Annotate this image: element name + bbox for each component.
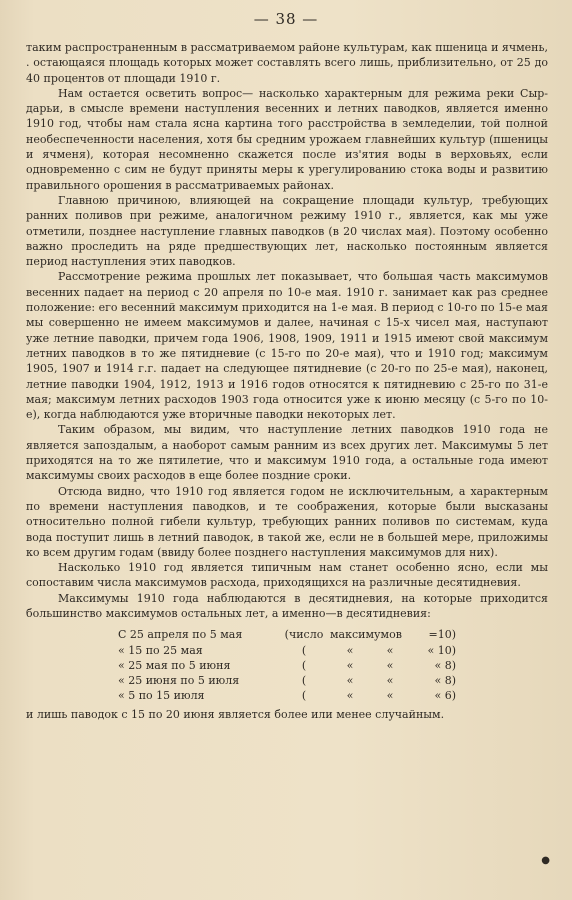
table-cell: « [386,674,394,688]
table-cell: « 25 июня по 5 июля [118,674,240,688]
table-row [118,627,548,642]
paragraph: Рассмотрение режима прошлых лет показывает, что большая часть максимумов весенних падает на период с 20 апреля по 10-е мая. 1910 г. занимает как раз среднее положение: его весенний максимум приходится на 1-е мая. В период с 10-го по 15-е мая мы совершенно не имеем максимумов и далее, начиная с 15-х чисел мая, наступают уже летние паводки, причем года 1906, 1908, 1909, 1911 и 1915 имеют свой максимум летних паводков в то же пятидневие (с 15-го по 20-е мая), что и 1910 год; максимум 1905, 1907 и 1914 г.г. падает на следующее пятидневие (с 20-го по 25-е мая), наконец, летние паводки 1904, 1912, 1913 и 1916 годов относятся к пятидневию с 25-го по 31-е мая; максимум летних расходов 1903 года относится уже к июню месяцу (с 5-го по 10-е), когда наблюдаются уже вторичные паводки некоторых лет. [26,270,548,422]
table-row [118,688,548,703]
table-cell: « 10) [427,643,456,657]
table-cell: « [346,674,354,688]
table-cell: « [346,689,354,703]
paragraph: Нам остается осветить вопрос— насколько характерным для режима реки Сыр-дарьи, в смысле времени наступления весенних и летних паводков, является именно 1910 год, чтобы нам стала ясна картина того расстройства в земледелии, той полной необеспеченности населения, хотя бы средним урожаем главнейших культур (пшеницы и ячменя), которая несомненно скажется после из'ятия воды в верховьях, если одновременно с сим не будут приняты меры к урегулированию стока воды и развитию правильного орошения в рассматриваемых районах. [26,86,548,192]
maxima-table [118,627,548,703]
table-cell: « [386,689,394,703]
table-cell: « [386,643,394,657]
table-cell: « [346,643,354,657]
ink-dot-mark: ● [541,855,550,866]
table-cell: « 25 мая по 5 июня [118,658,231,672]
paragraph: Максимумы 1910 года наблюдаются в десятидневия, на которые приходится большинство максимумов остальных лет, а именно—в десятидневия: [26,591,548,620]
table-cell: « 8) [434,658,456,672]
table-cell: ( [301,674,307,688]
table-cell: « 8) [434,674,456,688]
table-cell: « 15 по 25 мая [118,643,203,657]
paragraph: Отсюда видно, что 1910 год является годом не исключительным, а характерным по времени наступления паводков, и те соображения, которые были высказаны относительно полной гибели культур, требующих ранних поливов по системам, куда вода поступит лишь в летний паводок, в такой же, если не в большей мере, приложимы ко всем другим годам (ввиду более позднего наступления максимумов для них). [26,484,548,559]
table-cell: ( [301,658,307,672]
table-cell: С 25 апреля по 5 мая [118,628,243,642]
paragraph: таким распространенным в рассматриваемом районе культурам, как пшеница и ячмень, . остающаяся площадь которых может составлять всего лишь, приблизительно, от 25 до 40 процентов от площади 1910 г. [26,41,549,85]
paragraph: Насколько 1910 год является типичным нам станет особенно ясно, если мы сопоставим числа максимумов расхода, приходящихся на различные десятидневия. [26,561,548,590]
table-cell: ( [301,689,307,703]
table-cell: « 6) [434,689,456,703]
table-cell: « [346,658,354,672]
table-row [118,658,548,673]
table-cell: максимумов [330,628,402,642]
table-cell: « 5 по 15 июля [118,689,205,703]
page-number: — 38 — [253,10,319,28]
table-cell: ( [301,643,307,657]
table-cell: « [386,658,394,672]
table-cell: =10) [428,628,456,642]
table-row [118,673,548,688]
table-cell: (число [284,628,324,642]
paragraph: Главною причиною, влияющей на сокращение площади культур, требующих ранних поливов при режиме, аналогичном режиму 1910 г., является, как мы уже отметили, позднее наступление главных паводков (в 20 числах мая). Поэтому особенно важно проследить на ряде предшествующих лет, насколько постоянным является период наступления этих паводков. [26,193,548,269]
paragraph: Таким образом, мы видим, что наступление летних паводков 1910 года не является запоздалым, а наоборот самым ранним из всех других лет. Максимумы 5 лет приходятся на то же пятилетие, что и максимум 1910 года, а остальные года имеют максимумы своих расходов в еще более поздние сроки. [26,423,548,483]
table-row [118,643,548,658]
document-body [26,40,548,722]
closing-line: и лишь паводок с 15 по 20 июня является более или менее случайным. [26,707,445,721]
